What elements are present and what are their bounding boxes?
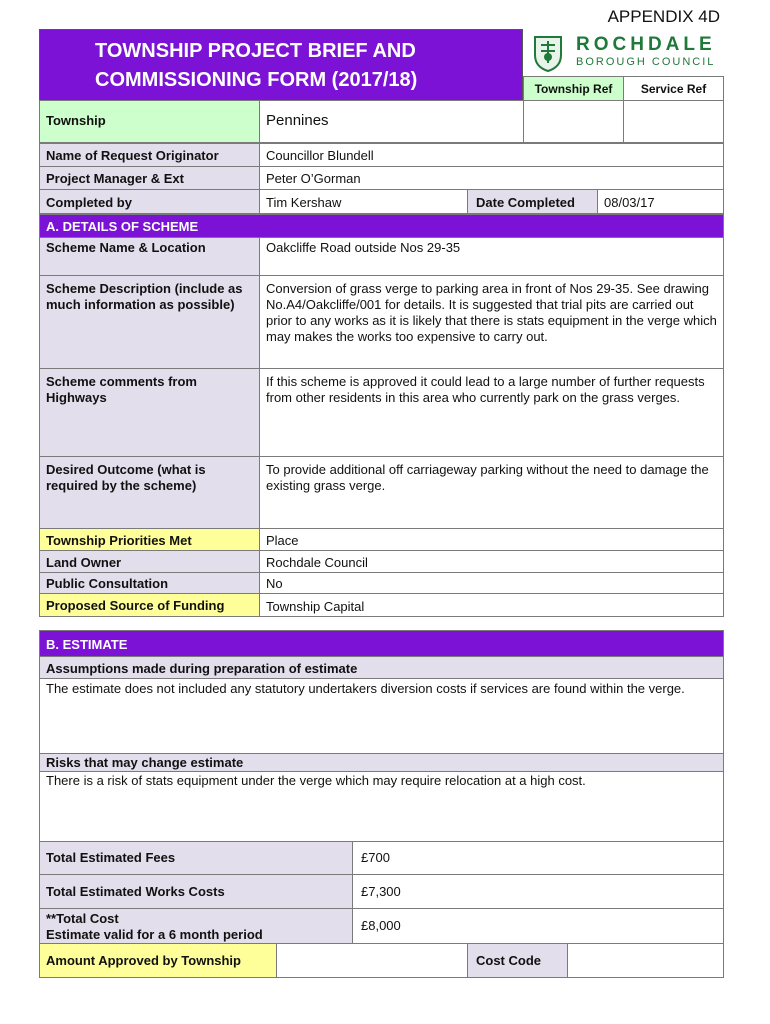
consultation-value[interactable]: No [259,572,724,594]
logo-name: ROCHDALE [576,34,716,55]
scheme-description-value[interactable]: Conversion of grass verge to parking area in front of Nos 29-35. See drawing No.A4/Oakcliffe/001 for details. It is suggested that trial pits are carried out prior to any works as it is likely that there is stats equipment in the verge which may makes the works too expensive to carry out. [259,275,724,369]
fees-value[interactable]: £700 [352,841,724,875]
section-b-heading: B. ESTIMATE [39,630,724,657]
form-title-line1: TOWNSHIP PROJECT BRIEF AND [95,40,416,62]
land-owner-value[interactable]: Rochdale Council [259,550,724,573]
service-ref-value[interactable] [623,100,724,143]
manager-value[interactable]: Peter O’Gorman [259,166,724,190]
logo-sub: BOROUGH COUNCIL [576,56,716,68]
date-completed-value[interactable]: 08/03/17 [597,189,724,214]
priorities-label: Township Priorities Met [39,528,260,551]
highways-comments-label: Scheme comments from Highways [39,368,260,457]
fees-label: Total Estimated Fees [39,841,353,875]
cost-code-value[interactable] [567,943,724,978]
completed-by-label: Completed by [39,189,260,214]
originator-label: Name of Request Originator [39,143,260,167]
form-title [39,29,523,101]
works-costs-value[interactable]: £7,300 [352,874,724,909]
scheme-description-label: Scheme Description (include as much information as possible) [39,275,260,369]
appendix-label: APPENDIX 4D [607,7,720,26]
funding-value[interactable]: Township Capital [259,593,724,617]
funding-label: Proposed Source of Funding [39,593,260,617]
service-ref-label: Service Ref [623,76,724,101]
township-label: Township [39,100,260,143]
land-owner-label: Land Owner [39,550,260,573]
desired-outcome-label: Desired Outcome (what is required by the scheme) [39,456,260,529]
completed-by-value[interactable]: Tim Kershaw [259,189,468,214]
manager-label: Project Manager & Ext [39,166,260,190]
section-a-heading: A. DETAILS OF SCHEME [39,214,724,238]
scheme-name-label: Scheme Name & Location [39,237,260,276]
total-cost-value[interactable]: £8,000 [352,908,724,944]
desired-outcome-value[interactable]: To provide additional off carriageway parking without the need to damage the existing grass verge. [259,456,724,529]
risks-value[interactable]: There is a risk of stats equipment under the verge which may require relocation at a high cost. [39,771,724,842]
scheme-name-value[interactable]: Oakcliffe Road outside Nos 29-35 [259,237,724,276]
originator-value[interactable]: Councillor Blundell [259,143,724,167]
consultation-label: Public Consultation [39,572,260,594]
assumptions-value[interactable]: The estimate does not included any statutory undertakers diversion costs if services are found within the verge. [39,678,724,754]
township-value[interactable]: Pennines [259,100,524,143]
crest-icon [531,33,565,73]
amount-approved-value[interactable] [276,943,468,978]
total-cost-line1: **Total Cost [46,911,119,926]
amount-approved-label: Amount Approved by Township [39,943,277,978]
highways-comments-value[interactable]: If this scheme is approved it could lead to a large number of further requests from other residents in this area who currently park on the grass verges. [259,368,724,457]
council-logo [523,29,724,76]
total-cost-line2: Estimate valid for a 6 month period [46,927,263,942]
cost-code-label: Cost Code [467,943,568,978]
township-ref-label: Township Ref [523,76,624,101]
form-title-line2: COMMISSIONING FORM (2017/18) [95,69,418,91]
works-costs-label: Total Estimated Works Costs [39,874,353,909]
total-cost-label [39,908,353,944]
date-completed-label: Date Completed [467,189,598,214]
assumptions-label: Assumptions made during preparation of estimate [39,656,724,679]
priorities-value[interactable]: Place [259,528,724,551]
risks-label: Risks that may change estimate [39,753,724,772]
township-ref-value[interactable] [523,100,624,143]
